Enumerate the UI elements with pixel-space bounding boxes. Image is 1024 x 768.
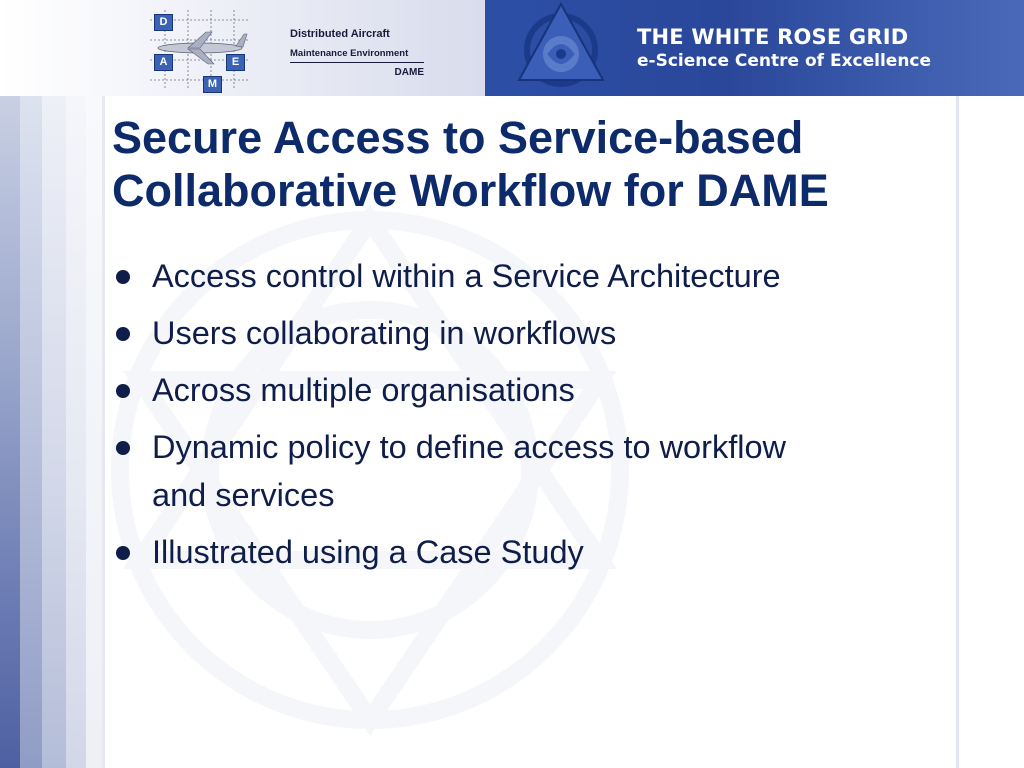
bullet-item — [112, 423, 952, 519]
dame-logo-letter-e: E — [226, 54, 245, 71]
bullet-list — [112, 252, 952, 585]
dame-logo-letter-a: A — [154, 54, 173, 71]
white-rose-grid-subtitle: e-Science Centre of Excellence — [637, 51, 932, 71]
dame-logo-line3: DAME — [394, 67, 424, 78]
bullet-text: Across multiple organisations — [152, 372, 575, 408]
bullet-item — [112, 309, 952, 357]
dame-logo-line1: Distributed Aircraft — [290, 28, 390, 40]
dame-logo-letter-d: D — [154, 14, 173, 31]
bullet-item — [112, 528, 952, 576]
slide-title-line1: Secure Access to Service-based — [112, 112, 804, 163]
bullet-icon — [116, 270, 130, 284]
bullet-icon — [116, 327, 130, 341]
bullet-item — [112, 366, 952, 414]
dame-logo-letter-m: M — [203, 76, 222, 93]
header-banner — [0, 0, 1024, 96]
bullet-icon — [116, 384, 130, 398]
bullet-text: Access control within a Service Architecture — [152, 258, 781, 294]
white-rose-grid-panel — [485, 0, 1024, 96]
bullet-icon — [116, 441, 130, 455]
dame-logo-line2: Maintenance Environment — [290, 47, 424, 63]
slide-title — [112, 111, 952, 217]
bullet-text: Illustrated using a Case Study — [152, 534, 584, 570]
dame-logo-text — [290, 27, 430, 80]
white-rose-grid-title: THE WHITE ROSE GRID — [637, 25, 909, 49]
slide-title-line2: Collaborative Workflow for DAME — [112, 165, 829, 216]
dame-logo-panel — [0, 0, 485, 96]
right-margin-strip — [956, 96, 1024, 768]
white-rose-emblem-icon — [503, 0, 613, 96]
bullet-text: Dynamic policy to define access to workflow — [152, 429, 787, 465]
bullet-text: Users collaborating in workflows — [152, 315, 617, 351]
bullet-icon — [116, 546, 130, 560]
bullet-item — [112, 252, 952, 300]
bullet-text-continuation: and services — [152, 477, 335, 513]
